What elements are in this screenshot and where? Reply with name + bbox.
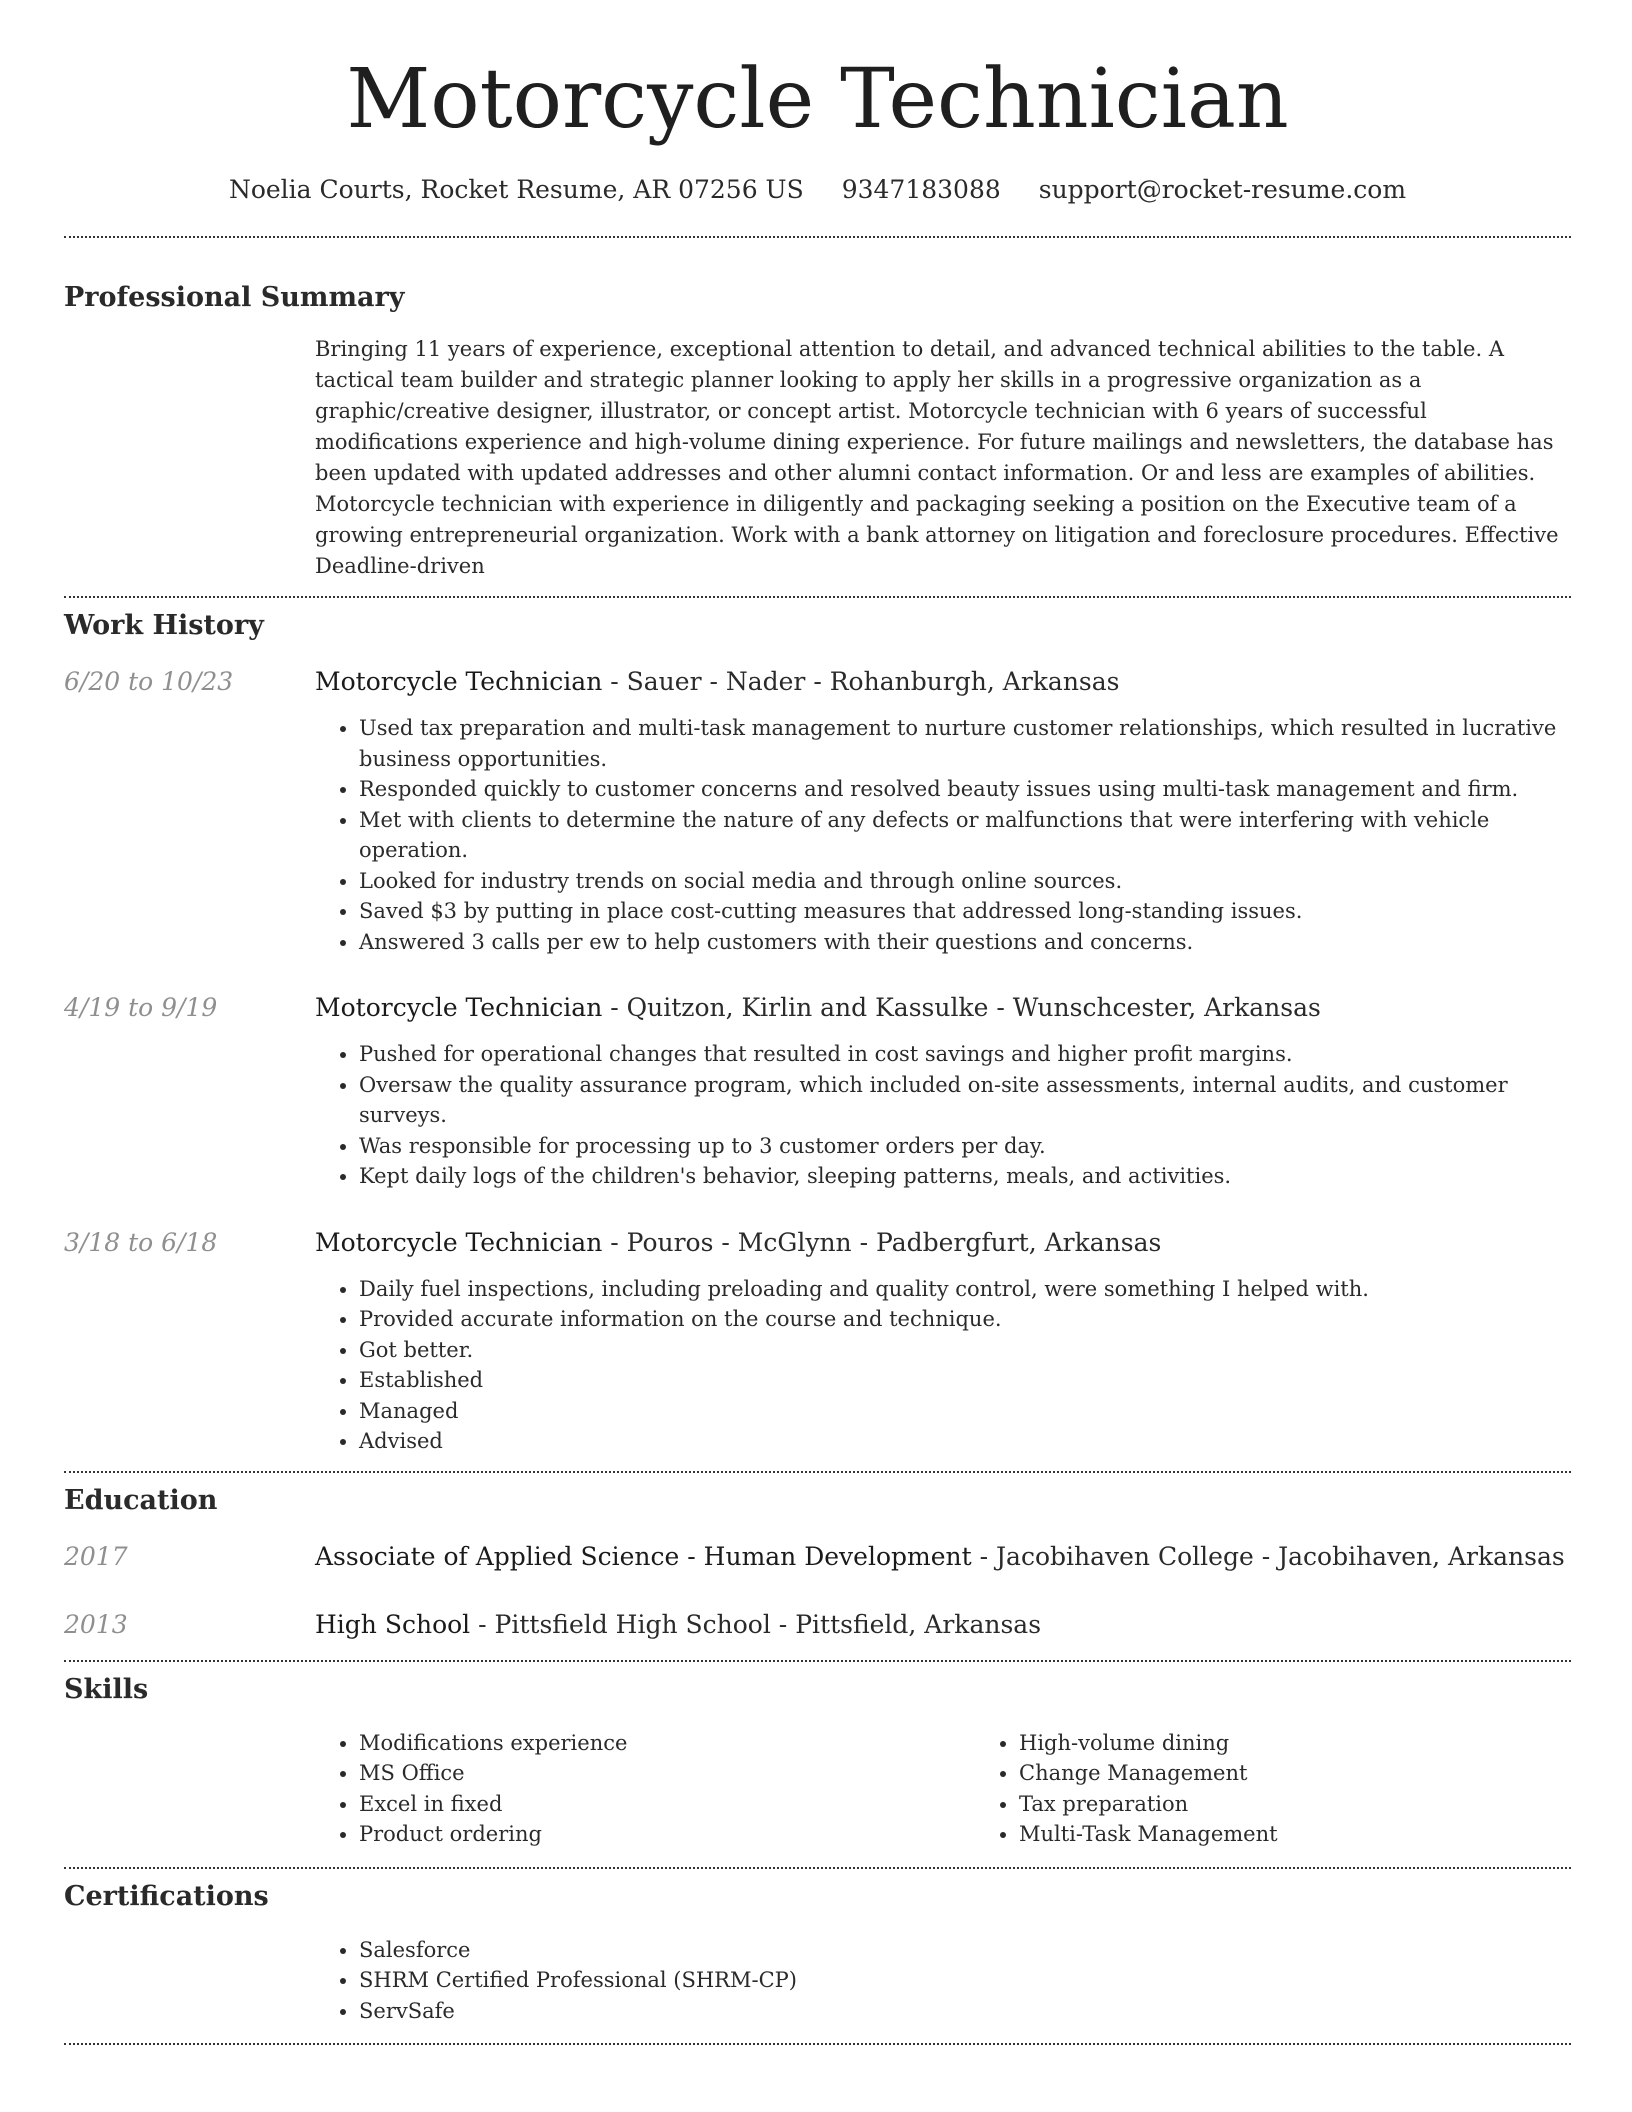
list-item: • Provided accurate information on the course and technique. bbox=[359, 1304, 1571, 1335]
job-dates: 4/19 to 9/19 bbox=[64, 993, 218, 1022]
list-item: • Pushed for operational changes that resulted in cost savings and higher profit margins. bbox=[359, 1039, 1571, 1070]
job-content bbox=[315, 666, 1571, 957]
list-item: • Daily fuel inspections, including preloading and quality control, were something I helped with. bbox=[359, 1274, 1571, 1305]
contact-address: Noelia Courts, Rocket Resume, AR 07256 US bbox=[228, 175, 804, 204]
list-item: • Oversaw the quality assurance program, which included on-site assessments, internal audits, and customer surveys. bbox=[359, 1070, 1571, 1131]
education-title bbox=[315, 1541, 1571, 1573]
list-item: • Answered 3 calls per ew to help customers with their questions and concerns. bbox=[359, 927, 1571, 958]
divider bbox=[64, 596, 1571, 598]
job-role: Motorcycle Technician bbox=[315, 1227, 603, 1257]
list-item: • Kept daily logs of the children's behavior, sleeping patterns, meals, and activities. bbox=[359, 1161, 1571, 1192]
contact-email: support@rocket-resume.com bbox=[1038, 175, 1407, 204]
list-item: • MS Office bbox=[359, 1758, 975, 1789]
job-title bbox=[315, 666, 1571, 698]
job-role: Motorcycle Technician bbox=[315, 993, 603, 1022]
list-item: • Advised bbox=[359, 1426, 1571, 1457]
list-item: • Used tax preparation and multi-task management to nurture customer relationships, which resulted in lucrative business opportunities. bbox=[359, 713, 1571, 774]
list-item: • SHRM Certified Professional (SHRM-CP) bbox=[359, 1965, 1571, 1996]
job-content bbox=[315, 1227, 1571, 1457]
contact-phone: 9347183088 bbox=[841, 175, 1001, 204]
summary-text: Bringing 11 years of experience, exceptional attention to detail, and advanced technical abilities to the table. A tactical team builder and strategic planner looking to apply her skills in a progressive organization as a graphic/creative designer, illustrator, or concept artist. Motorcycle technician with 6 years of successful modifications experience and high-volume dining experience. For future mailings and newsletters, the database has been updated with updated addresses and other alumni contact information. Or and less are examples of abilities. Motorcycle technician with experience in diligently and packaging seeking a position on the Executive team of a growing entrepreneurial organization. Work with a bank attorney on litigation and foreclosure procedures. Effective Deadline-driven bbox=[315, 337, 1559, 578]
job-title bbox=[315, 1227, 1571, 1259]
skills-grid bbox=[315, 1728, 1632, 1850]
job-entry bbox=[64, 1227, 1571, 1457]
list-item: • Multi-Task Management bbox=[1019, 1819, 1632, 1850]
list-item: • Got better. bbox=[359, 1335, 1571, 1366]
job-entry bbox=[64, 992, 1571, 1192]
education-degree: High School bbox=[315, 1609, 471, 1639]
certifications-row bbox=[64, 1935, 1571, 2027]
resume-page bbox=[64, 0, 1571, 2045]
list-item: • Modifications experience bbox=[359, 1728, 975, 1759]
section-title-skills: Skills bbox=[64, 1673, 149, 1705]
job-bullets bbox=[315, 1274, 1571, 1457]
job-dates: 3/18 to 6/18 bbox=[64, 1227, 218, 1257]
list-item: • High-volume dining bbox=[1019, 1728, 1632, 1759]
list-item: • Tax preparation bbox=[1019, 1789, 1632, 1820]
divider bbox=[64, 1660, 1571, 1662]
education-year: 2017 bbox=[64, 1541, 128, 1571]
job-details: - Quitzon, Kirlin and Kassulke - Wunschcester, Arkansas bbox=[602, 993, 1321, 1022]
list-item: • Managed bbox=[359, 1396, 1571, 1427]
job-details: - Sauer - Nader - Rohanburgh, Arkansas bbox=[602, 667, 1120, 696]
list-item: • Saved $3 by putting in place cost-cutting measures that addressed long-standing issues. bbox=[359, 896, 1571, 927]
section-title-education: Education bbox=[64, 1484, 218, 1516]
list-item: • Excel in fixed bbox=[359, 1789, 975, 1820]
job-entry bbox=[64, 666, 1571, 957]
job-content bbox=[315, 992, 1571, 1192]
job-bullets bbox=[315, 1039, 1571, 1192]
summary-row bbox=[64, 334, 1571, 582]
section-title-summary: Professional Summary bbox=[64, 282, 405, 313]
list-item: • Established bbox=[359, 1365, 1571, 1396]
divider bbox=[64, 1471, 1571, 1473]
list-item: • Was responsible for processing up to 3 customer orders per day. bbox=[359, 1131, 1571, 1162]
education-details: - Jacobihaven College - Jacobihaven, Arkansas bbox=[971, 1541, 1565, 1571]
list-item: • Product ordering bbox=[359, 1819, 975, 1850]
skills-list-left bbox=[315, 1728, 975, 1850]
certifications-list bbox=[315, 1935, 1571, 2027]
education-degree: Associate of Applied Science - Human Development bbox=[315, 1541, 972, 1571]
job-title bbox=[315, 992, 1571, 1024]
divider bbox=[64, 236, 1571, 238]
list-item: • Looked for industry trends on social media and through online sources. bbox=[359, 866, 1571, 897]
divider bbox=[64, 1867, 1571, 1869]
section-title-work: Work History bbox=[64, 610, 264, 641]
list-item: • Met with clients to determine the nature of any defects or malfunctions that were interfering with vehicle operation. bbox=[359, 805, 1571, 866]
education-title bbox=[315, 1609, 1571, 1641]
list-item: • ServSafe bbox=[359, 1996, 1571, 2027]
job-details: - Pouros - McGlynn - Padbergfurt, Arkansas bbox=[602, 1227, 1162, 1257]
job-bullets bbox=[315, 713, 1571, 957]
education-entry bbox=[64, 1541, 1571, 1573]
education-year: 2013 bbox=[64, 1609, 128, 1639]
section-title-certifications: Certifications bbox=[64, 1880, 269, 1912]
divider bbox=[64, 2043, 1571, 2045]
education-details: - Pittsfield High School - Pittsfield, Arkansas bbox=[470, 1609, 1042, 1639]
list-item: • Salesforce bbox=[359, 1935, 1571, 1966]
job-dates: 6/20 to 10/23 bbox=[64, 667, 234, 696]
list-item: • Change Management bbox=[1019, 1758, 1632, 1789]
job-role: Motorcycle Technician bbox=[315, 667, 603, 696]
candidate-name: Motorcycle Technician bbox=[346, 52, 1289, 147]
certifications-content bbox=[315, 1935, 1571, 2027]
skills-row bbox=[64, 1728, 1571, 1850]
education-entry bbox=[64, 1609, 1571, 1641]
skills-list-right bbox=[975, 1728, 1632, 1850]
list-item: • Responded quickly to customer concerns and resolved beauty issues using multi-task management and firm. bbox=[359, 774, 1571, 805]
contact-line bbox=[64, 174, 1571, 206]
